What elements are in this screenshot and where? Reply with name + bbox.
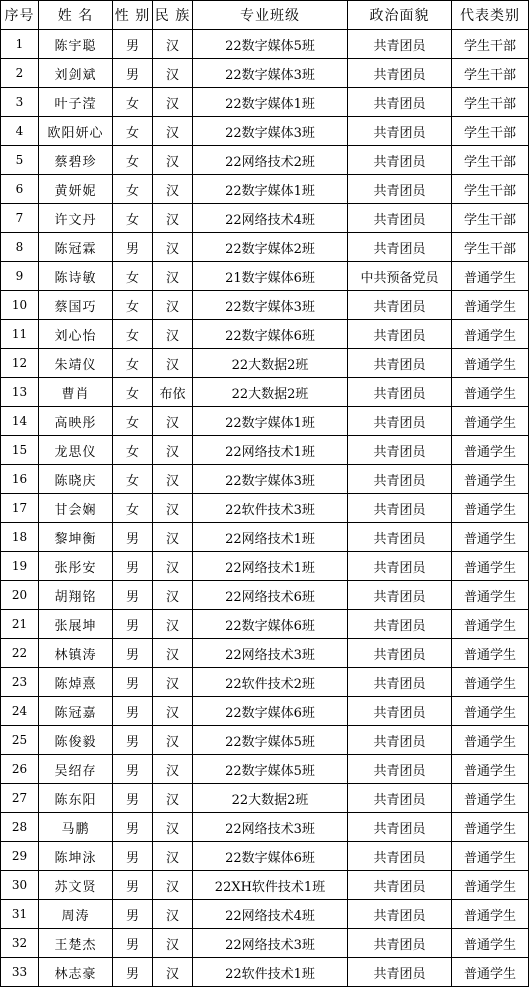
ethnicity-cell: 汉 — [153, 320, 193, 349]
class-name-cell: 22网络技术2班 — [193, 146, 348, 175]
table-row — [1, 30, 529, 59]
student-name-cell: 陈焯熹 — [39, 668, 113, 697]
political-status-cell: 共青团员 — [348, 88, 452, 117]
class-name-cell: 22网络技术4班 — [193, 204, 348, 233]
student-name-cell: 欧阳妍心 — [39, 117, 113, 146]
student-name-cell: 蔡国巧 — [39, 291, 113, 320]
table-row — [1, 784, 529, 813]
class-name-cell: 22XH软件技术1班 — [193, 871, 348, 900]
class-name-cell: 22网络技术1班 — [193, 552, 348, 581]
table-body — [1, 30, 529, 987]
table-row — [1, 639, 529, 668]
class-name-cell: 22网络技术1班 — [193, 523, 348, 552]
representative-type-cell: 普通学生 — [452, 697, 529, 726]
row-index-cell: 6 — [1, 175, 39, 204]
student-name-cell: 马鹏 — [39, 813, 113, 842]
ethnicity-cell: 汉 — [153, 146, 193, 175]
table-row — [1, 117, 529, 146]
student-name-cell: 林志豪 — [39, 958, 113, 987]
political-status-cell: 共青团员 — [348, 59, 452, 88]
class-name-cell: 22数字媒体6班 — [193, 610, 348, 639]
class-name-cell: 22网络技术1班 — [193, 436, 348, 465]
student-name-cell: 许文丹 — [39, 204, 113, 233]
header-row — [1, 1, 529, 30]
gender-cell: 女 — [113, 117, 153, 146]
row-index-cell: 14 — [1, 407, 39, 436]
table-row — [1, 755, 529, 784]
representative-type-cell: 普通学生 — [452, 407, 529, 436]
row-index-cell: 21 — [1, 610, 39, 639]
row-index-cell: 26 — [1, 755, 39, 784]
political-status-cell: 共青团员 — [348, 436, 452, 465]
gender-cell: 女 — [113, 465, 153, 494]
table-row — [1, 204, 529, 233]
row-index-cell: 22 — [1, 639, 39, 668]
gender-cell: 男 — [113, 552, 153, 581]
ethnicity-cell: 汉 — [153, 494, 193, 523]
student-name-cell: 刘剑斌 — [39, 59, 113, 88]
ethnicity-cell: 布依 — [153, 378, 193, 407]
representative-type-cell: 普通学生 — [452, 610, 529, 639]
header-gender: 性 别 — [113, 1, 153, 30]
row-index-cell: 18 — [1, 523, 39, 552]
table-row — [1, 465, 529, 494]
representative-type-cell: 普通学生 — [452, 726, 529, 755]
class-name-cell: 22软件技术3班 — [193, 494, 348, 523]
table-row — [1, 59, 529, 88]
header-class: 专业班级 — [193, 1, 348, 30]
representative-type-cell: 普通学生 — [452, 929, 529, 958]
representative-type-cell: 学生干部 — [452, 59, 529, 88]
representative-type-cell: 普通学生 — [452, 291, 529, 320]
row-index-cell: 24 — [1, 697, 39, 726]
student-name-cell: 陈诗敏 — [39, 262, 113, 291]
ethnicity-cell: 汉 — [153, 465, 193, 494]
representative-type-cell: 普通学生 — [452, 581, 529, 610]
table-row — [1, 523, 529, 552]
representative-type-cell: 普通学生 — [452, 523, 529, 552]
row-index-cell: 10 — [1, 291, 39, 320]
political-status-cell: 共青团员 — [348, 929, 452, 958]
representative-type-cell: 普通学生 — [452, 871, 529, 900]
class-name-cell: 22数字媒体5班 — [193, 30, 348, 59]
gender-cell: 男 — [113, 233, 153, 262]
table-row — [1, 581, 529, 610]
class-name-cell: 22数字媒体6班 — [193, 697, 348, 726]
representative-type-cell: 普通学生 — [452, 784, 529, 813]
political-status-cell: 共青团员 — [348, 871, 452, 900]
ethnicity-cell: 汉 — [153, 30, 193, 59]
table-row — [1, 610, 529, 639]
table-row — [1, 291, 529, 320]
row-index-cell: 17 — [1, 494, 39, 523]
political-status-cell: 共青团员 — [348, 233, 452, 262]
ethnicity-cell: 汉 — [153, 88, 193, 117]
gender-cell: 男 — [113, 668, 153, 697]
representative-type-cell: 普通学生 — [452, 262, 529, 291]
political-status-cell: 共青团员 — [348, 610, 452, 639]
political-status-cell: 共青团员 — [348, 697, 452, 726]
header-representative-type: 代表类别 — [452, 1, 529, 30]
representative-type-cell: 普通学生 — [452, 842, 529, 871]
gender-cell: 男 — [113, 900, 153, 929]
gender-cell: 女 — [113, 146, 153, 175]
row-index-cell: 32 — [1, 929, 39, 958]
ethnicity-cell: 汉 — [153, 784, 193, 813]
row-index-cell: 3 — [1, 88, 39, 117]
table-row — [1, 175, 529, 204]
representative-type-cell: 学生干部 — [452, 30, 529, 59]
row-index-cell: 12 — [1, 349, 39, 378]
representative-type-cell: 普通学生 — [452, 494, 529, 523]
ethnicity-cell: 汉 — [153, 262, 193, 291]
table-row — [1, 436, 529, 465]
political-status-cell: 中共预备党员 — [348, 262, 452, 291]
table-row — [1, 88, 529, 117]
ethnicity-cell: 汉 — [153, 436, 193, 465]
student-name-cell: 张彤安 — [39, 552, 113, 581]
gender-cell: 男 — [113, 523, 153, 552]
gender-cell: 女 — [113, 291, 153, 320]
class-name-cell: 22软件技术1班 — [193, 958, 348, 987]
row-index-cell: 29 — [1, 842, 39, 871]
ethnicity-cell: 汉 — [153, 175, 193, 204]
student-name-cell: 刘心怡 — [39, 320, 113, 349]
table-row — [1, 668, 529, 697]
table-row — [1, 494, 529, 523]
gender-cell: 男 — [113, 697, 153, 726]
political-status-cell: 共青团员 — [348, 523, 452, 552]
class-name-cell: 22数字媒体2班 — [193, 233, 348, 262]
representative-type-cell: 普通学生 — [452, 900, 529, 929]
table-row — [1, 320, 529, 349]
class-name-cell: 22数字媒体3班 — [193, 465, 348, 494]
row-index-cell: 2 — [1, 59, 39, 88]
student-name-cell: 张展坤 — [39, 610, 113, 639]
row-index-cell: 15 — [1, 436, 39, 465]
political-status-cell: 共青团员 — [348, 349, 452, 378]
student-name-cell: 吴绍存 — [39, 755, 113, 784]
representative-type-cell: 普通学生 — [452, 552, 529, 581]
class-name-cell: 22数字媒体1班 — [193, 175, 348, 204]
student-name-cell: 龙思仪 — [39, 436, 113, 465]
political-status-cell: 共青团员 — [348, 117, 452, 146]
table-row — [1, 871, 529, 900]
student-name-cell: 朱靖仪 — [39, 349, 113, 378]
gender-cell: 男 — [113, 929, 153, 958]
representative-type-cell: 学生干部 — [452, 146, 529, 175]
gender-cell: 女 — [113, 436, 153, 465]
representative-type-cell: 普通学生 — [452, 378, 529, 407]
political-status-cell: 共青团员 — [348, 465, 452, 494]
table-row — [1, 146, 529, 175]
ethnicity-cell: 汉 — [153, 813, 193, 842]
student-name-cell: 林镇涛 — [39, 639, 113, 668]
class-name-cell: 22数字媒体3班 — [193, 59, 348, 88]
row-index-cell: 33 — [1, 958, 39, 987]
representative-type-cell: 普通学生 — [452, 668, 529, 697]
gender-cell: 女 — [113, 494, 153, 523]
gender-cell: 男 — [113, 726, 153, 755]
political-status-cell: 共青团员 — [348, 958, 452, 987]
gender-cell: 男 — [113, 842, 153, 871]
political-status-cell: 共青团员 — [348, 175, 452, 204]
political-status-cell: 共青团员 — [348, 726, 452, 755]
class-name-cell: 22数字媒体5班 — [193, 726, 348, 755]
student-name-cell: 陈宇聪 — [39, 30, 113, 59]
table-row — [1, 697, 529, 726]
ethnicity-cell: 汉 — [153, 900, 193, 929]
ethnicity-cell: 汉 — [153, 581, 193, 610]
class-name-cell: 21数字媒体6班 — [193, 262, 348, 291]
table-row — [1, 726, 529, 755]
student-name-cell: 王楚杰 — [39, 929, 113, 958]
ethnicity-cell: 汉 — [153, 668, 193, 697]
student-name-cell: 胡翔铭 — [39, 581, 113, 610]
student-name-cell: 高映彤 — [39, 407, 113, 436]
student-name-cell: 陈晓庆 — [39, 465, 113, 494]
ethnicity-cell: 汉 — [153, 610, 193, 639]
political-status-cell: 共青团员 — [348, 842, 452, 871]
political-status-cell: 共青团员 — [348, 320, 452, 349]
class-name-cell: 22网络技术3班 — [193, 813, 348, 842]
ethnicity-cell: 汉 — [153, 407, 193, 436]
political-status-cell: 共青团员 — [348, 755, 452, 784]
representative-type-cell: 学生干部 — [452, 117, 529, 146]
row-index-cell: 11 — [1, 320, 39, 349]
political-status-cell: 共青团员 — [348, 378, 452, 407]
class-name-cell: 22网络技术3班 — [193, 639, 348, 668]
student-name-cell: 苏文贤 — [39, 871, 113, 900]
table-header — [1, 1, 529, 30]
gender-cell: 男 — [113, 30, 153, 59]
gender-cell: 男 — [113, 958, 153, 987]
student-name-cell: 陈坤泳 — [39, 842, 113, 871]
row-index-cell: 30 — [1, 871, 39, 900]
representative-type-cell: 普通学生 — [452, 320, 529, 349]
representative-type-cell: 学生干部 — [452, 175, 529, 204]
political-status-cell: 共青团员 — [348, 30, 452, 59]
gender-cell: 女 — [113, 204, 153, 233]
ethnicity-cell: 汉 — [153, 59, 193, 88]
gender-cell: 男 — [113, 639, 153, 668]
ethnicity-cell: 汉 — [153, 929, 193, 958]
student-name-cell: 叶子滢 — [39, 88, 113, 117]
row-index-cell: 5 — [1, 146, 39, 175]
representative-type-cell: 普通学生 — [452, 639, 529, 668]
ethnicity-cell: 汉 — [153, 117, 193, 146]
student-name-cell: 甘会娴 — [39, 494, 113, 523]
representative-type-cell: 学生干部 — [452, 204, 529, 233]
representative-type-cell: 普通学生 — [452, 755, 529, 784]
ethnicity-cell: 汉 — [153, 755, 193, 784]
gender-cell: 女 — [113, 320, 153, 349]
ethnicity-cell: 汉 — [153, 958, 193, 987]
row-index-cell: 1 — [1, 30, 39, 59]
political-status-cell: 共青团员 — [348, 146, 452, 175]
ethnicity-cell: 汉 — [153, 552, 193, 581]
representative-type-cell: 普通学生 — [452, 349, 529, 378]
table-row — [1, 233, 529, 262]
header-name: 姓 名 — [39, 1, 113, 30]
header-political-status: 政治面貌 — [348, 1, 452, 30]
row-index-cell: 13 — [1, 378, 39, 407]
table-row — [1, 349, 529, 378]
gender-cell: 女 — [113, 262, 153, 291]
class-name-cell: 22数字媒体3班 — [193, 291, 348, 320]
student-name-cell: 陈俊毅 — [39, 726, 113, 755]
ethnicity-cell: 汉 — [153, 233, 193, 262]
class-name-cell: 22网络技术4班 — [193, 900, 348, 929]
representative-type-cell: 普通学生 — [452, 465, 529, 494]
table-row — [1, 958, 529, 987]
row-index-cell: 9 — [1, 262, 39, 291]
political-status-cell: 共青团员 — [348, 581, 452, 610]
header-index: 序号 — [1, 1, 39, 30]
table-row — [1, 842, 529, 871]
row-index-cell: 31 — [1, 900, 39, 929]
class-name-cell: 22数字媒体5班 — [193, 755, 348, 784]
political-status-cell: 共青团员 — [348, 784, 452, 813]
ethnicity-cell: 汉 — [153, 204, 193, 233]
class-name-cell: 22网络技术3班 — [193, 929, 348, 958]
class-name-cell: 22软件技术2班 — [193, 668, 348, 697]
gender-cell: 男 — [113, 784, 153, 813]
political-status-cell: 共青团员 — [348, 552, 452, 581]
representative-type-cell: 学生干部 — [452, 88, 529, 117]
class-name-cell: 22大数据2班 — [193, 378, 348, 407]
gender-cell: 女 — [113, 407, 153, 436]
representative-type-cell: 普通学生 — [452, 436, 529, 465]
row-index-cell: 8 — [1, 233, 39, 262]
political-status-cell: 共青团员 — [348, 900, 452, 929]
student-name-cell: 蔡碧珍 — [39, 146, 113, 175]
representative-type-cell: 学生干部 — [452, 233, 529, 262]
gender-cell: 男 — [113, 813, 153, 842]
row-index-cell: 25 — [1, 726, 39, 755]
political-status-cell: 共青团员 — [348, 813, 452, 842]
row-index-cell: 16 — [1, 465, 39, 494]
ethnicity-cell: 汉 — [153, 523, 193, 552]
political-status-cell: 共青团员 — [348, 668, 452, 697]
table-row — [1, 552, 529, 581]
gender-cell: 男 — [113, 871, 153, 900]
table-row — [1, 900, 529, 929]
table-row — [1, 407, 529, 436]
class-name-cell: 22网络技术6班 — [193, 581, 348, 610]
class-name-cell: 22数字媒体1班 — [193, 407, 348, 436]
ethnicity-cell: 汉 — [153, 842, 193, 871]
row-index-cell: 20 — [1, 581, 39, 610]
political-status-cell: 共青团员 — [348, 407, 452, 436]
row-index-cell: 23 — [1, 668, 39, 697]
political-status-cell: 共青团员 — [348, 291, 452, 320]
class-name-cell: 22数字媒体6班 — [193, 842, 348, 871]
student-name-cell: 周涛 — [39, 900, 113, 929]
class-name-cell: 22数字媒体1班 — [193, 88, 348, 117]
student-name-cell: 黄妍妮 — [39, 175, 113, 204]
gender-cell: 男 — [113, 755, 153, 784]
ethnicity-cell: 汉 — [153, 697, 193, 726]
gender-cell: 女 — [113, 88, 153, 117]
ethnicity-cell: 汉 — [153, 639, 193, 668]
representative-type-cell: 普通学生 — [452, 813, 529, 842]
ethnicity-cell: 汉 — [153, 349, 193, 378]
student-name-cell: 陈冠霖 — [39, 233, 113, 262]
class-name-cell: 22大数据2班 — [193, 349, 348, 378]
political-status-cell: 共青团员 — [348, 639, 452, 668]
table-row — [1, 813, 529, 842]
row-index-cell: 19 — [1, 552, 39, 581]
table-row — [1, 929, 529, 958]
header-ethnicity: 民 族 — [153, 1, 193, 30]
row-index-cell: 7 — [1, 204, 39, 233]
student-name-cell: 陈冠嘉 — [39, 697, 113, 726]
student-name-cell: 曹肖 — [39, 378, 113, 407]
row-index-cell: 28 — [1, 813, 39, 842]
class-name-cell: 22大数据2班 — [193, 784, 348, 813]
gender-cell: 女 — [113, 175, 153, 204]
representative-type-cell: 普通学生 — [452, 958, 529, 987]
gender-cell: 女 — [113, 349, 153, 378]
political-status-cell: 共青团员 — [348, 204, 452, 233]
gender-cell: 男 — [113, 610, 153, 639]
political-status-cell: 共青团员 — [348, 494, 452, 523]
table-row — [1, 378, 529, 407]
gender-cell: 女 — [113, 378, 153, 407]
ethnicity-cell: 汉 — [153, 291, 193, 320]
ethnicity-cell: 汉 — [153, 726, 193, 755]
class-name-cell: 22数字媒体6班 — [193, 320, 348, 349]
row-index-cell: 27 — [1, 784, 39, 813]
table-row — [1, 262, 529, 291]
class-name-cell: 22数字媒体3班 — [193, 117, 348, 146]
gender-cell: 男 — [113, 581, 153, 610]
ethnicity-cell: 汉 — [153, 871, 193, 900]
gender-cell: 男 — [113, 59, 153, 88]
student-name-cell: 黎坤衡 — [39, 523, 113, 552]
row-index-cell: 4 — [1, 117, 39, 146]
student-name-cell: 陈东阳 — [39, 784, 113, 813]
